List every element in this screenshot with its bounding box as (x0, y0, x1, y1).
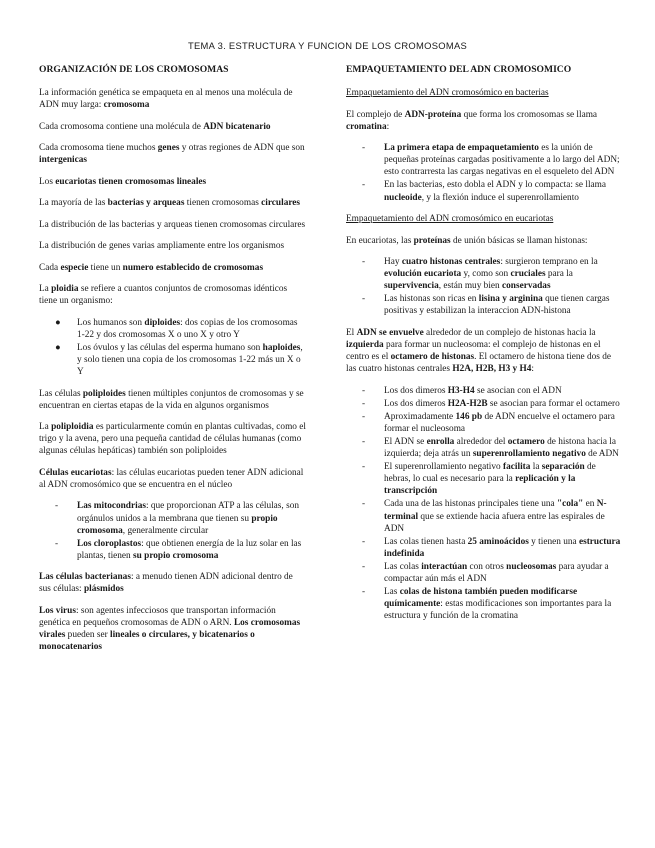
subheading-bacterias: Empaquetamiento del ADN cromosómico en bacterias (346, 88, 549, 99)
list-item: - Cada una de las histonas principales tiene una "cola" en N-terminal que se extiende hacia afuera entre las espirales de ADN (362, 499, 607, 534)
dash-list-histonas (346, 256, 622, 317)
paragraph: Cada cromosoma tiene muchos genes y otras regiones de ADN que son intergenicas (39, 143, 305, 166)
bullet-list-ploidia (39, 317, 307, 378)
page-title: TEMA 3. ESTRUCTURA Y FUNCION DE LOS CROMOSOMAS (187, 40, 468, 51)
paragraph: La mayoría de las bacterias y arqueas tienen cromosomas circulares (39, 198, 301, 209)
dash-mark: - (362, 561, 366, 572)
list-item: - El superenrollamiento negativo facilita la separación de hebras, lo cual es necesario para la replicación y la transcripción (362, 462, 596, 497)
dash-mark: - (362, 256, 366, 267)
bullet-mark: ● (55, 317, 61, 328)
list-item: - Hay cuatro histonas centrales: surgieron temprano en la evolución eucariota y, como son cruciales para la supervivencia, están muy bien conservadas (362, 256, 598, 292)
list-item: ● Los humanos son diploides: dos copias de los cromosomas 1-22 y dos cromosomas X o uno X y otro Y (55, 317, 298, 340)
paragraph: En eucariotas, las proteínas de unión básicas se llaman histonas: (346, 235, 588, 246)
dash-mark: - (362, 143, 366, 154)
list-item: - Las histonas son ricas en lisina y arginina que tienen cargas positivas y estabilizan la interaccion ADN-histona (362, 294, 610, 317)
dash-mark: - (362, 536, 366, 547)
bullet-mark: ● (55, 342, 61, 353)
paragraph: El complejo de ADN-proteína que forma los cromosomas se llama cromatina: (346, 109, 598, 132)
dash-mark: - (362, 398, 366, 409)
dash-mark: - (362, 587, 366, 598)
dash-mark: - (362, 411, 366, 422)
list-item: - Las colas de histona también pueden modificarse químicamente: estas modificaciones son importantes para la estructura y función de la cromatina (362, 587, 612, 622)
dash-list-bacterias (346, 142, 622, 203)
dash-list-organelles (39, 500, 307, 561)
right-column (346, 64, 622, 632)
list-item: ● Los óvulos y las células del esperma humano son haploides, y solo tienen una copia de los cromosomas 1-22 más un X o Y (55, 342, 303, 378)
section-heading-empaquetamiento: EMPAQUETAMIENTO DEL ADN CROMOSOMICO (346, 64, 572, 75)
dash-mark: - (362, 499, 366, 510)
list-item: - Las mitocondrias: que proporcionan ATP a las células, son orgánulos unidos a la membrana que tienen su propio cromosoma, generalmente circular (55, 501, 299, 536)
list-item: - En las bacterias, esto dobla el ADN y lo compacta: se llama nucleoide, y la flexión induce el superenrollamiento (362, 180, 607, 203)
list-item: - Los dos dimeros H3-H4 se asocian con el ADN (362, 385, 562, 396)
paragraph: Las células bacterianas: a menudo tienen ADN adicional dentro de sus células: plásmidos (39, 572, 293, 595)
paragraph: La distribución de genes varias ampliamente entre los organismos (39, 241, 285, 252)
paragraph: Células eucariotas: las células eucariotas pueden tener ADN adicional al ADN cromosómico que se encuentra en el núcleo (39, 467, 304, 490)
paragraph: La ploidia se refiere a cuantos conjuntos de cromosomas idénticos tiene un organismo: (39, 284, 288, 307)
paragraph: La distribución de las bacterias y arqueas tienen cromosomas circulares (39, 219, 306, 230)
dash-mark: - (362, 436, 366, 447)
dash-list-nucleosoma (346, 385, 622, 623)
dash-mark: - (55, 538, 59, 549)
list-item: - El ADN se enrolla alrededor del octamero de histona hacia la izquierda; deja atrás un superenrollamiento negativo de ADN (362, 436, 619, 460)
list-item: - Aproximadamente 146 pb de ADN encuelve el octamero para formar el nucleosoma (362, 411, 615, 434)
paragraph: Los eucariotas tienen cromosomas lineales (39, 176, 207, 187)
list-item: - Los dos dimeros H2A-H2B se asocian para formar el octamero (362, 398, 620, 409)
paragraph: Los virus: son agentes infecciosos que transportan información genética en pequeños cromosomas de ADN o ARN. Los cromosomas virales pueden ser lineales o circulares, y bicatenarios o monocatenarios (39, 605, 301, 653)
dash-mark: - (362, 294, 366, 305)
paragraph: Cada especie tiene un numero establecido de cromosomas (39, 262, 264, 273)
paragraph: Las células poliploides tienen múltiples conjuntos de cromosomas y se encuentran en ciertas etapas de la vida en algunos organismos (39, 388, 304, 411)
subheading-eucariotas: Empaquetamiento del ADN cromosómico en eucariotas (346, 214, 554, 225)
list-item: - Los cloroplastos: que obtienen energía de la luz solar en las plantas, tienen su propio cromosoma (55, 538, 302, 561)
dash-mark: - (362, 462, 366, 473)
section-heading-organizacion: ORGANIZACIÓN DE LOS CROMOSOMAS (39, 64, 229, 75)
paragraph: El ADN se envuelve alrededor de un complejo de histonas hacia la izquierda para formar un nucleosoma: el complejo de histonas en el centro es el octamero de histonas. El octamero de histona tiene dos de las cuatro histonas centrales H2A, H2B, H3 y H4: (346, 327, 611, 375)
list-item: - Las colas interactúan con otros nucleosomas para ayudar a compactar aún más el ADN (362, 561, 609, 585)
list-item: - Las colas tienen hasta 25 aminoácidos y tienen una estructura indefinida (362, 536, 621, 559)
list-item: - La primera etapa de empaquetamiento es la unión de pequeñas proteínas cargadas positivamente a lo largo del ADN; esto contrarresta las cargas negativas en el esqueleto del ADN (362, 143, 620, 178)
dash-mark: - (362, 385, 366, 396)
paragraph: Cada cromosoma contiene una molécula de ADN bicatenario (39, 121, 271, 132)
paragraph: La información genética se empaqueta en al menos una molécula de ADN muy larga: cromosoma (39, 88, 293, 111)
dash-mark: - (362, 180, 366, 191)
dash-mark: - (55, 501, 59, 512)
paragraph: La poliploidia es particularmente común en plantas cultivadas, como el trigo y la avena, pero una pequeña cantidad de células humanas (como algunas células hepáticas) también son poliploides (39, 422, 306, 457)
left-column (39, 64, 307, 663)
